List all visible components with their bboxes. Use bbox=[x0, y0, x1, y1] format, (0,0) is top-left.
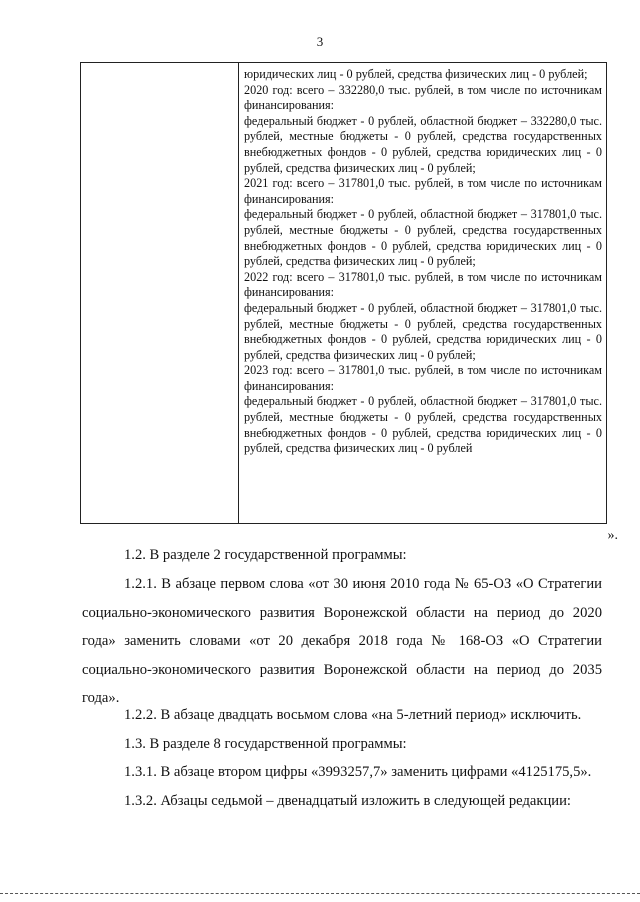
funding-line: федеральный бюджет - 0 рублей, областной бюджет – 317801,0 тыс. рублей, местные бюджеты - 0 рублей, средства государственных внебюджетных фондов - 0 рублей, средства юридических лиц - 0 рублей, средства физических лиц - 0 рублей bbox=[244, 394, 602, 456]
page-number: 3 bbox=[316, 34, 324, 49]
table-left-cell bbox=[81, 63, 239, 524]
funding-line: федеральный бюджет - 0 рублей, областной бюджет – 317801,0 тыс. рублей, местные бюджеты - 0 рублей, средства государственных внебюджетных фондов - 0 рублей, средства юридических лиц - 0 рублей, средства физических лиц - 0 рублей; bbox=[244, 300, 602, 362]
table-row bbox=[81, 63, 607, 524]
funding-line: 2020 год: всего – 332280,0 тыс. рублей, в том числе по источникам финансирования: bbox=[244, 82, 602, 113]
paragraph-1-2-2: 1.2.2. В абзаце двадцать восьмом слова «на 5-летний период» исключить. bbox=[124, 707, 582, 723]
funding-line: юридических лиц - 0 рублей, средства физических лиц - 0 рублей; bbox=[244, 67, 588, 81]
paragraph-1-3: 1.3. В разделе 8 государственной программы: bbox=[124, 736, 407, 752]
paragraph-1-2-1: 1.2.1. В абзаце первом слова «от 30 июня 2010 года № 65-ОЗ «О Стратегии социально-экономического развития Воронежской области на период до 2020 года» заменить словами «от 20 декабря 2018 года № 168-ОЗ «О Стратегии социально-экономического развития Воронежской области на период до 2035 года». bbox=[82, 576, 602, 706]
paragraph-1-3-1: 1.3.1. В абзаце втором цифры «3993257,7» заменить цифрами «4125175,5». bbox=[124, 764, 592, 780]
funding-line: 2021 год: всего – 317801,0 тыс. рублей, в том числе по источникам финансирования: bbox=[244, 176, 602, 206]
closing-quote: ». bbox=[607, 528, 618, 543]
table-left-cell-text bbox=[81, 63, 238, 67]
table-right-cell-text bbox=[239, 63, 606, 457]
funding-line: федеральный бюджет - 0 рублей, областной бюджет – 317801,0 тыс. рублей, местные бюджеты - 0 рублей, средства государственных внебюджетных фондов - 0 рублей, средства юридических лиц - 0 рублей, средства физических лиц - 0 рублей; bbox=[244, 207, 602, 269]
footer-divider bbox=[0, 893, 640, 894]
funding-line: 2023 год: всего – 317801,0 тыс. рублей, в том числе по источникам финансирования: bbox=[244, 363, 602, 393]
funding-line: 2022 год: всего – 317801,0 тыс. рублей, в том числе по источникам финансирования: bbox=[244, 269, 602, 300]
table-right-cell bbox=[239, 63, 607, 524]
paragraph-1-3-2: 1.3.2. Абзацы седьмой – двенадцатый изложить в следующей редакции: bbox=[124, 793, 571, 809]
funding-table bbox=[80, 62, 607, 524]
funding-line: федеральный бюджет - 0 рублей, областной бюджет – 332280,0 тыс. рублей, местные бюджеты - 0 рублей, средства государственных внебюджетных фондов - 0 рублей, средства юридических лиц - 0 рублей, средства физических лиц - 0 рублей; bbox=[244, 113, 602, 175]
paragraph-1-2: 1.2. В разделе 2 государственной программы: bbox=[124, 547, 407, 563]
